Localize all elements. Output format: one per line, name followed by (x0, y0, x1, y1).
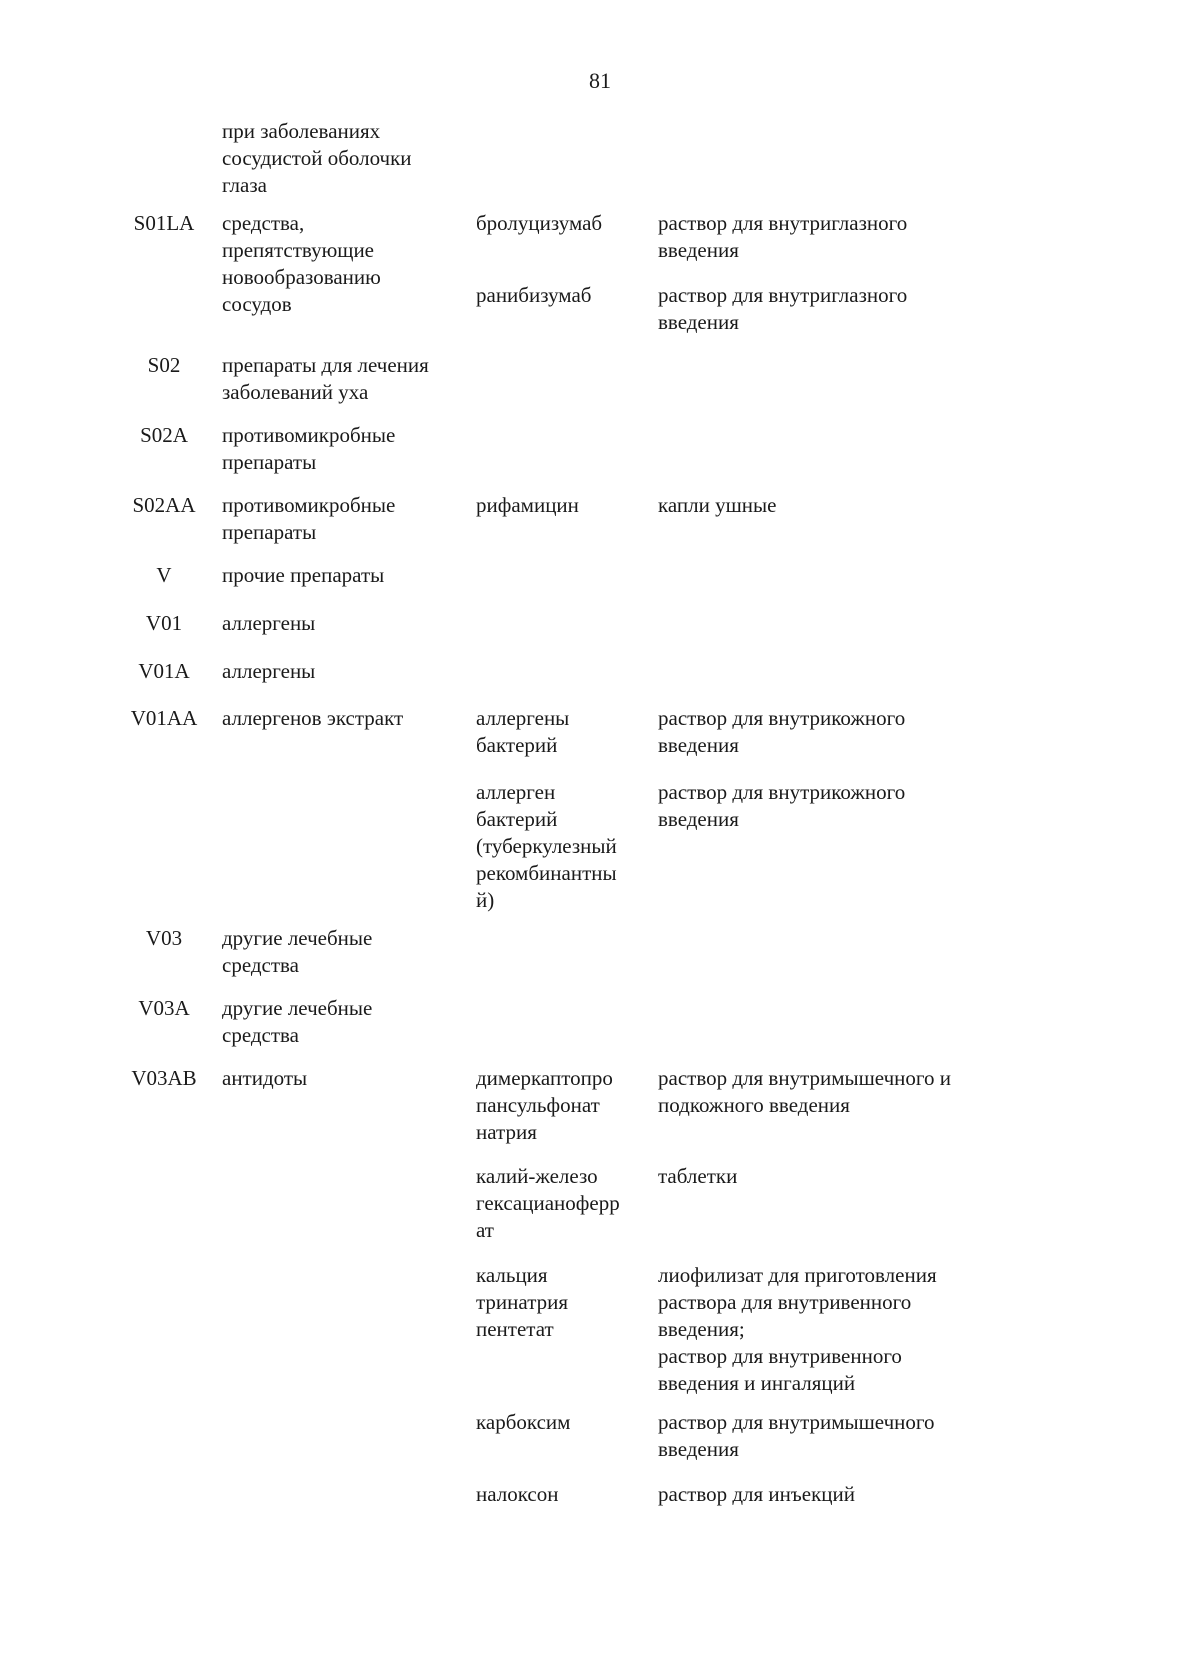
drug-name: аллерген бактерий (туберкулезный рекомбинантны й) (476, 780, 617, 912)
drug-name: карбоксим (476, 1410, 571, 1434)
group-name: другие лечебные средства (222, 996, 373, 1047)
dosage-form: таблетки (658, 1164, 738, 1188)
drug-name: кальция тринатрия пентетат (476, 1263, 569, 1341)
atc-code: S02AA (132, 493, 196, 517)
drug-name: ранибизумаб (476, 283, 592, 307)
atc-code: V (156, 563, 172, 587)
atc-code: S02 (147, 353, 181, 377)
atc-code: S02A (140, 423, 188, 447)
atc-code: V03 (145, 926, 183, 950)
dosage-form: раствор для внутриглазного введения (658, 283, 908, 334)
drug-name: калий-железо гексацианоферр ат (476, 1164, 620, 1242)
group-name: аллергены (222, 611, 316, 635)
group-name: прочие препараты (222, 563, 385, 587)
group-name: аллергены (222, 659, 316, 683)
group-name: другие лечебные средства (222, 926, 373, 977)
dosage-form: раствор для внутриглазного введения (658, 211, 908, 262)
drug-name: рифамицин (476, 493, 579, 517)
drug-name: налоксон (476, 1482, 559, 1506)
group-name: антидоты (222, 1066, 308, 1090)
dosage-form: раствор для инъекций (658, 1482, 855, 1506)
group-name: препараты для лечения заболеваний уха (222, 353, 429, 404)
atc-code: V03AB (131, 1066, 197, 1090)
dosage-form: лиофилизат для приготовления раствора для внутривенного введения; раствор для внутривенного введения и ингаляций (658, 1263, 937, 1395)
atc-code: V03A (138, 996, 190, 1020)
atc-code: V01A (138, 659, 190, 683)
atc-code: S01LA (133, 211, 195, 235)
group-name: противомикробные препараты (222, 493, 396, 544)
group-name: аллергенов экстракт (222, 706, 404, 730)
drug-name: бролуцизумаб (476, 211, 603, 235)
dosage-form: раствор для внутрикожного введения (658, 780, 906, 831)
drug-name: димеркаптопро пансульфонат натрия (476, 1066, 613, 1144)
atc-code: V01AA (130, 706, 198, 730)
dosage-form: раствор для внутрикожного введения (658, 706, 906, 757)
dosage-form: капли ушные (658, 493, 777, 517)
group-name: средства, препятствующие новообразованию сосудов (222, 211, 381, 316)
drug-name: аллергены бактерий (476, 706, 570, 757)
group-name: противомикробные препараты (222, 423, 396, 474)
atc-code: V01 (145, 611, 183, 635)
dosage-form: раствор для внутримышечного введения (658, 1410, 935, 1461)
group-name: при заболеваниях сосудистой оболочки глаза (222, 119, 412, 197)
dosage-form: раствор для внутримышечного и подкожного введения (658, 1066, 951, 1117)
page-number: 81 (589, 68, 611, 93)
